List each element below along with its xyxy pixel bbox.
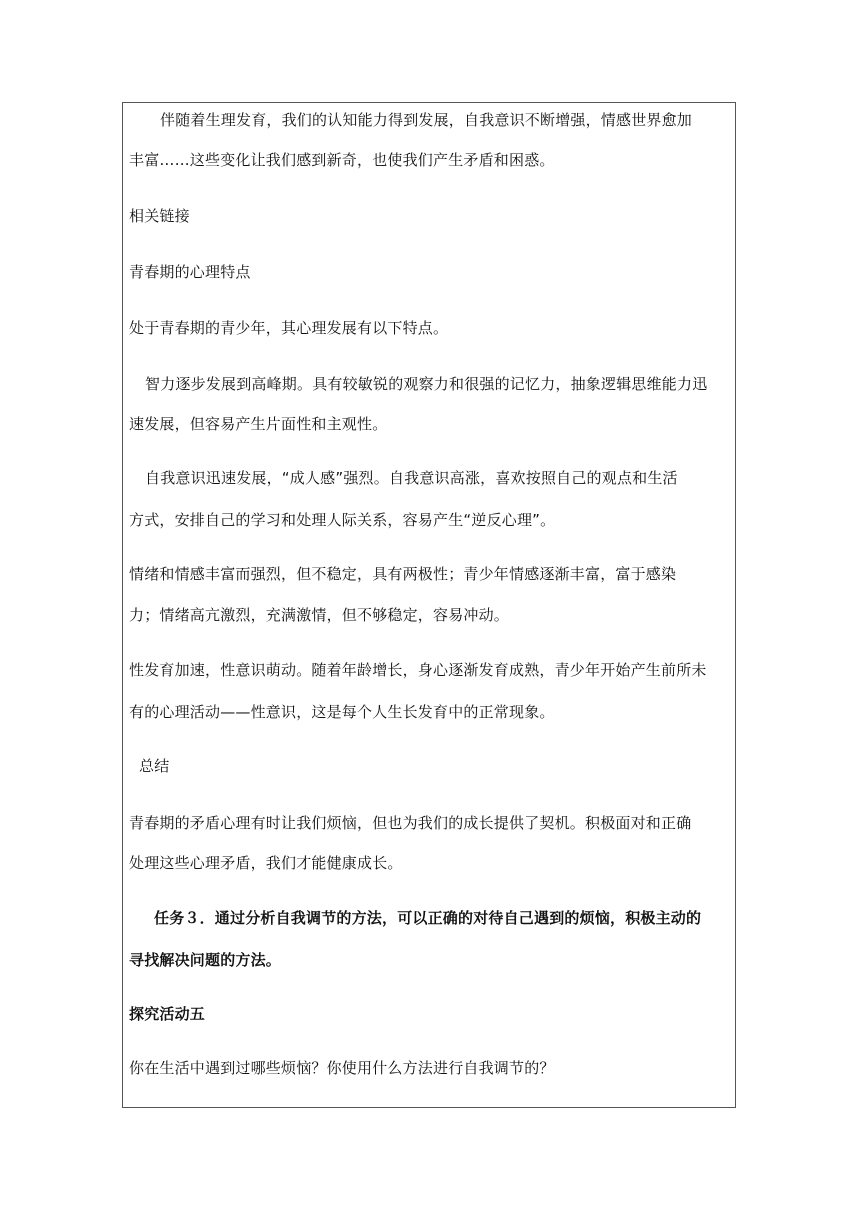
point-4-line-2: 有的心理活动——性意识，这是每个人生长发育中的正常现象。 [129, 703, 555, 721]
summary-line-2: 处理这些心理矛盾，我们才能健康成长。 [129, 854, 403, 872]
summary-line-1: 青春期的矛盾心理有时让我们烦恼，但也为我们的成长提供了契机。积极面对和正确 [129, 814, 692, 832]
task-3-line-1: 任务３．通过分析自我调节的方法，可以正确的对待自己遇到的烦恼，积极主动的 [154, 909, 702, 927]
point-3-line-2: 力；情绪高亢激烈，充满激情，但不够稳定，容易冲动。 [129, 606, 510, 624]
task-3-line-2: 寻找解决问题的方法。 [129, 951, 282, 969]
intro-line-1: 伴随着生理发育，我们的认知能力得到发展，自我意识不断增强，情感世界愈加 [160, 111, 693, 129]
point-3-line-1: 情绪和情感丰富而强烈，但不稳定，具有两极性；青少年情感逐渐丰富，富于感染 [129, 565, 677, 583]
point-2-line-1: 自我意识迅速发展，“成人感”强烈。自我意识高涨，喜欢按照自己的观点和生活 [145, 469, 678, 487]
lead-paragraph: 处于青春期的青少年，其心理发展有以下特点。 [129, 319, 449, 337]
point-1-line-1: 智力逐步发展到高峰期。具有较敏锐的观察力和很强的记忆力，抽象逻辑思维能力迅 [145, 375, 708, 393]
point-4-line-1: 性发育加速，性意识萌动。随着年龄增长，身心逐渐发育成熟，青少年开始产生前所未 [129, 661, 707, 679]
subheading-psychology: 青春期的心理特点 [129, 263, 251, 281]
point-2-line-2: 方式，安排自己的学习和处理人际关系，容易产生“逆反心理”。 [129, 511, 556, 529]
intro-line-2: 丰富……这些变化让我们感到新奇，也使我们产生矛盾和困惑。 [129, 151, 555, 169]
activity-heading: 探究活动五 [129, 1005, 206, 1023]
summary-heading: 总结 [139, 757, 170, 775]
activity-question: 你在生活中遇到过哪些烦恼？你使用什么方法进行自我调节的？ [129, 1059, 555, 1077]
point-1-line-2: 速发展，但容易产生片面性和主观性。 [129, 415, 388, 433]
related-link-heading: 相关链接 [129, 207, 190, 225]
